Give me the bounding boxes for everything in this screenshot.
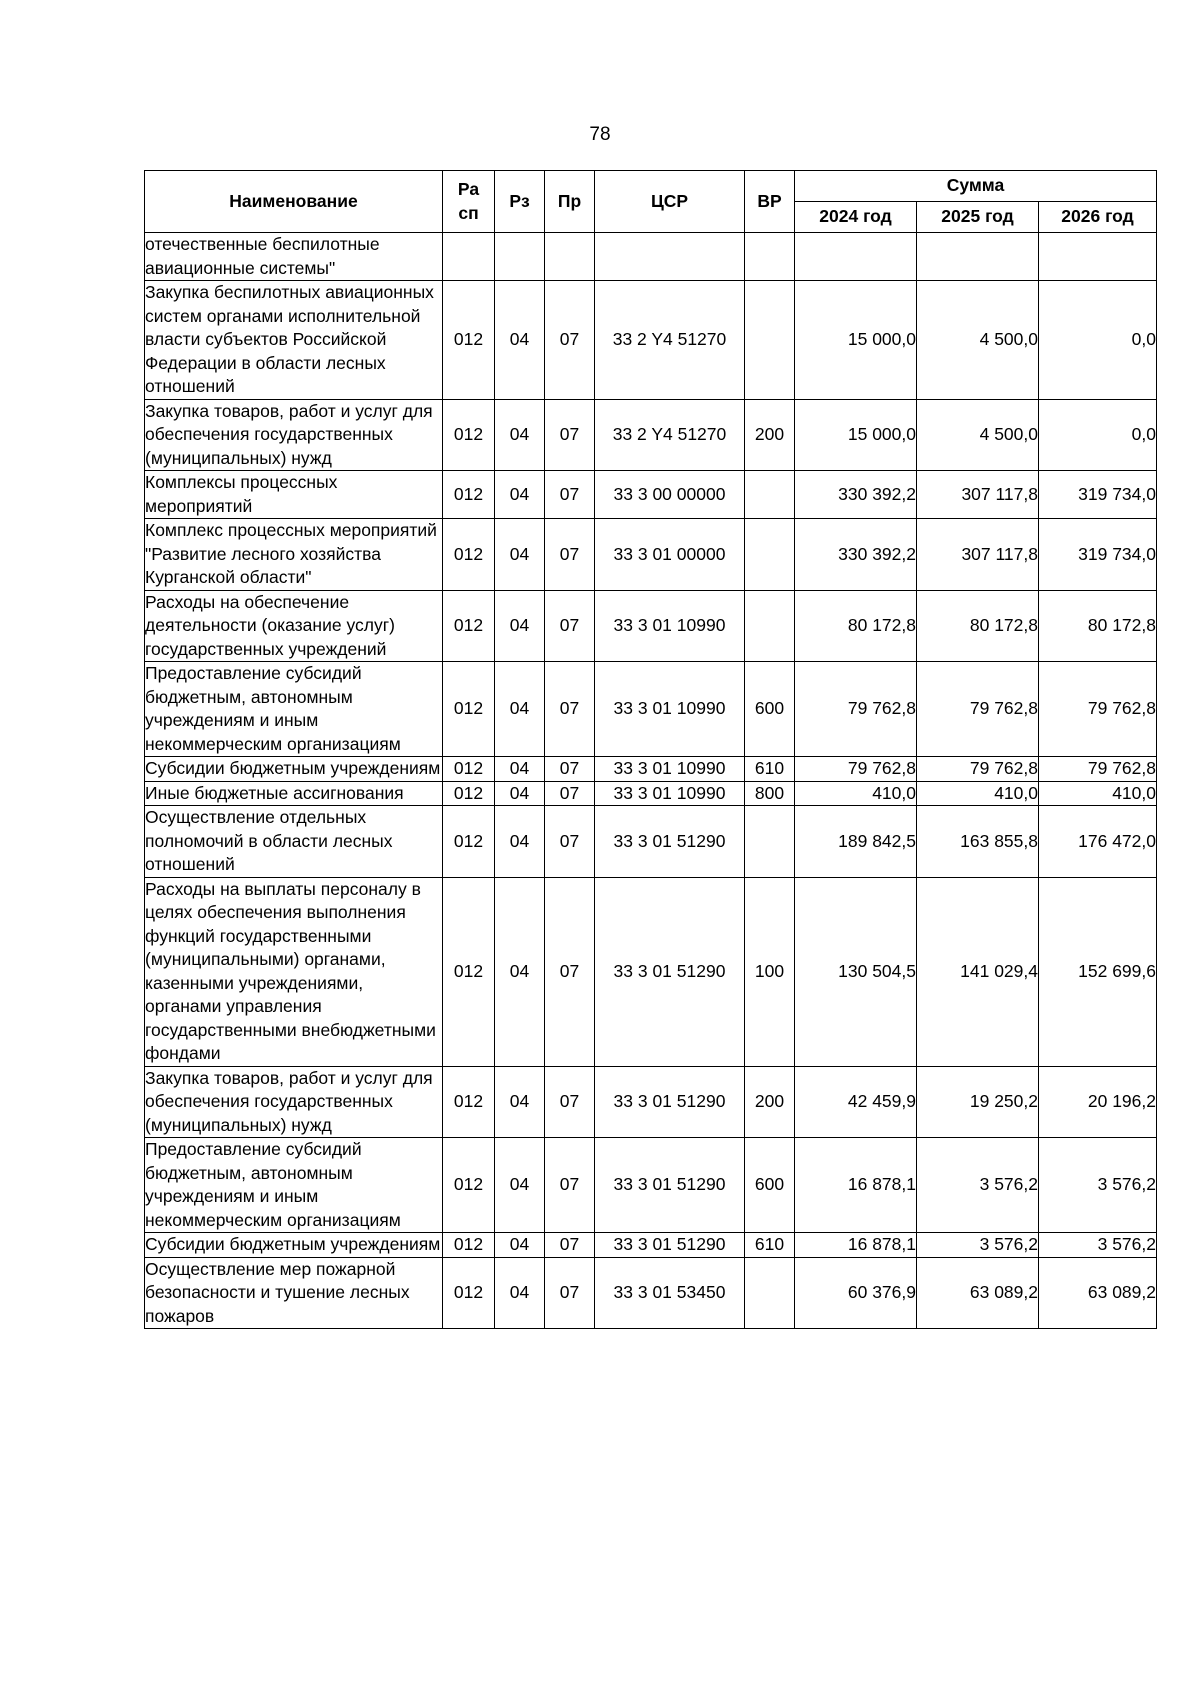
cell-2026: 79 762,8 bbox=[1039, 662, 1157, 757]
cell-2026: 80 172,8 bbox=[1039, 590, 1157, 662]
cell-2024: 130 504,5 bbox=[795, 877, 917, 1066]
cell-2026: 152 699,6 bbox=[1039, 877, 1157, 1066]
cell-2025: 4 500,0 bbox=[917, 399, 1039, 471]
cell-2026: 319 734,0 bbox=[1039, 471, 1157, 519]
header-pr: Пр bbox=[545, 171, 595, 233]
cell-rasp: 012 bbox=[443, 662, 495, 757]
cell-2025: 307 117,8 bbox=[917, 471, 1039, 519]
cell-2024: 15 000,0 bbox=[795, 399, 917, 471]
cell-2026: 3 576,2 bbox=[1039, 1233, 1157, 1258]
cell-rz: 04 bbox=[495, 399, 545, 471]
budget-table bbox=[144, 170, 1157, 1329]
header-2025: 2025 год bbox=[917, 202, 1039, 233]
cell-2024: 60 376,9 bbox=[795, 1257, 917, 1329]
table-row bbox=[145, 590, 1157, 662]
cell-2024: 189 842,5 bbox=[795, 806, 917, 878]
cell-name: Закупка товаров, работ и услуг для обеспечения государственных (муниципальных) нужд bbox=[145, 399, 443, 471]
cell-2024: 330 392,2 bbox=[795, 471, 917, 519]
cell-rz: 04 bbox=[495, 1138, 545, 1233]
cell-csr: 33 3 01 51290 bbox=[595, 806, 745, 878]
cell-rasp: 012 bbox=[443, 471, 495, 519]
table-row bbox=[145, 281, 1157, 400]
cell-vr bbox=[745, 233, 795, 281]
cell-name: Закупка беспилотных авиационных систем органами исполнительной власти субъектов Российской Федерации в области лесных отношений bbox=[145, 281, 443, 400]
cell-rasp: 012 bbox=[443, 1138, 495, 1233]
cell-2024 bbox=[795, 233, 917, 281]
cell-rz: 04 bbox=[495, 662, 545, 757]
cell-rasp: 012 bbox=[443, 781, 495, 806]
header-2024: 2024 год bbox=[795, 202, 917, 233]
table-row bbox=[145, 519, 1157, 591]
cell-name: Осуществление отдельных полномочий в области лесных отношений bbox=[145, 806, 443, 878]
cell-rz: 04 bbox=[495, 471, 545, 519]
header-name: Наименование bbox=[145, 171, 443, 233]
cell-2025: 3 576,2 bbox=[917, 1233, 1039, 1258]
cell-rz bbox=[495, 233, 545, 281]
cell-vr bbox=[745, 281, 795, 400]
cell-vr: 610 bbox=[745, 1233, 795, 1258]
cell-vr: 100 bbox=[745, 877, 795, 1066]
cell-2026: 319 734,0 bbox=[1039, 519, 1157, 591]
cell-rz: 04 bbox=[495, 281, 545, 400]
cell-rz: 04 bbox=[495, 590, 545, 662]
cell-2024: 16 878,1 bbox=[795, 1233, 917, 1258]
table-row bbox=[145, 1138, 1157, 1233]
cell-pr: 07 bbox=[545, 399, 595, 471]
cell-rasp: 012 bbox=[443, 590, 495, 662]
cell-name: Субсидии бюджетным учреждениям bbox=[145, 757, 443, 782]
cell-vr: 610 bbox=[745, 757, 795, 782]
cell-csr: 33 2 Y4 51270 bbox=[595, 399, 745, 471]
cell-name: Осуществление мер пожарной безопасности и тушение лесных пожаров bbox=[145, 1257, 443, 1329]
cell-pr: 07 bbox=[545, 471, 595, 519]
cell-2026 bbox=[1039, 233, 1157, 281]
cell-vr bbox=[745, 806, 795, 878]
cell-2026: 176 472,0 bbox=[1039, 806, 1157, 878]
cell-name: Расходы на обеспечение деятельности (оказание услуг) государственных учреждений bbox=[145, 590, 443, 662]
cell-2026: 20 196,2 bbox=[1039, 1066, 1157, 1138]
cell-rasp: 012 bbox=[443, 1257, 495, 1329]
cell-csr: 33 3 01 10990 bbox=[595, 590, 745, 662]
cell-2024: 79 762,8 bbox=[795, 662, 917, 757]
cell-pr: 07 bbox=[545, 281, 595, 400]
table-row bbox=[145, 757, 1157, 782]
cell-csr: 33 3 01 51290 bbox=[595, 1066, 745, 1138]
page-number: 78 bbox=[589, 124, 611, 145]
cell-rasp: 012 bbox=[443, 806, 495, 878]
cell-vr: 600 bbox=[745, 1138, 795, 1233]
cell-csr: 33 3 00 00000 bbox=[595, 471, 745, 519]
cell-2026: 79 762,8 bbox=[1039, 757, 1157, 782]
cell-2025: 19 250,2 bbox=[917, 1066, 1039, 1138]
cell-2026: 0,0 bbox=[1039, 281, 1157, 400]
cell-pr: 07 bbox=[545, 806, 595, 878]
table-row bbox=[145, 877, 1157, 1066]
cell-vr bbox=[745, 590, 795, 662]
cell-2025: 79 762,8 bbox=[917, 662, 1039, 757]
cell-rasp: 012 bbox=[443, 399, 495, 471]
header-csr: ЦСР bbox=[595, 171, 745, 233]
cell-2026: 3 576,2 bbox=[1039, 1138, 1157, 1233]
table-body bbox=[145, 233, 1157, 1329]
table-row bbox=[145, 1066, 1157, 1138]
cell-2025: 163 855,8 bbox=[917, 806, 1039, 878]
table-row bbox=[145, 1233, 1157, 1258]
table-row bbox=[145, 662, 1157, 757]
cell-rz: 04 bbox=[495, 519, 545, 591]
cell-pr: 07 bbox=[545, 1233, 595, 1258]
cell-2026: 0,0 bbox=[1039, 399, 1157, 471]
cell-vr bbox=[745, 519, 795, 591]
header-sum: Сумма bbox=[795, 171, 1157, 202]
cell-rasp: 012 bbox=[443, 281, 495, 400]
cell-2025: 141 029,4 bbox=[917, 877, 1039, 1066]
cell-vr bbox=[745, 471, 795, 519]
cell-rz: 04 bbox=[495, 806, 545, 878]
table-row bbox=[145, 1257, 1157, 1329]
cell-pr: 07 bbox=[545, 757, 595, 782]
cell-name: Субсидии бюджетным учреждениям bbox=[145, 1233, 443, 1258]
cell-csr: 33 3 01 10990 bbox=[595, 662, 745, 757]
cell-pr: 07 bbox=[545, 662, 595, 757]
cell-2024: 330 392,2 bbox=[795, 519, 917, 591]
cell-rasp: 012 bbox=[443, 1066, 495, 1138]
cell-rz: 04 bbox=[495, 1066, 545, 1138]
cell-vr: 200 bbox=[745, 1066, 795, 1138]
cell-name: Комплекс процессных мероприятий "Развитие лесного хозяйства Курганской области" bbox=[145, 519, 443, 591]
table-row bbox=[145, 399, 1157, 471]
cell-pr: 07 bbox=[545, 877, 595, 1066]
cell-rz: 04 bbox=[495, 877, 545, 1066]
cell-2025 bbox=[917, 233, 1039, 281]
cell-2025: 307 117,8 bbox=[917, 519, 1039, 591]
cell-csr: 33 3 01 00000 bbox=[595, 519, 745, 591]
cell-2024: 410,0 bbox=[795, 781, 917, 806]
cell-pr: 07 bbox=[545, 781, 595, 806]
cell-name: Расходы на выплаты персоналу в целях обеспечения выполнения функций государственными (муниципальными) органами, казенными учреждениями, органами управления государственными внебюджетными фондами bbox=[145, 877, 443, 1066]
header-rz: Рз bbox=[495, 171, 545, 233]
cell-csr bbox=[595, 233, 745, 281]
cell-vr: 600 bbox=[745, 662, 795, 757]
cell-2024: 79 762,8 bbox=[795, 757, 917, 782]
header-rasp-line1: Ра bbox=[457, 179, 480, 199]
cell-rasp bbox=[443, 233, 495, 281]
cell-vr: 200 bbox=[745, 399, 795, 471]
cell-csr: 33 3 01 10990 bbox=[595, 757, 745, 782]
cell-2024: 16 878,1 bbox=[795, 1138, 917, 1233]
cell-rasp: 012 bbox=[443, 757, 495, 782]
header-vr: ВР bbox=[745, 171, 795, 233]
table-row bbox=[145, 471, 1157, 519]
cell-pr: 07 bbox=[545, 1138, 595, 1233]
cell-2025: 80 172,8 bbox=[917, 590, 1039, 662]
cell-csr: 33 3 01 53450 bbox=[595, 1257, 745, 1329]
cell-csr: 33 3 01 51290 bbox=[595, 1233, 745, 1258]
cell-pr bbox=[545, 233, 595, 281]
cell-2025: 3 576,2 bbox=[917, 1138, 1039, 1233]
cell-2026: 63 089,2 bbox=[1039, 1257, 1157, 1329]
table-row bbox=[145, 806, 1157, 878]
cell-2024: 15 000,0 bbox=[795, 281, 917, 400]
cell-pr: 07 bbox=[545, 1257, 595, 1329]
cell-csr: 33 2 Y4 51270 bbox=[595, 281, 745, 400]
cell-rz: 04 bbox=[495, 757, 545, 782]
cell-name: Предоставление субсидий бюджетным, автономным учреждениям и иным некоммерческим организациям bbox=[145, 1138, 443, 1233]
cell-name: Закупка товаров, работ и услуг для обеспечения государственных (муниципальных) нужд bbox=[145, 1066, 443, 1138]
cell-rasp: 012 bbox=[443, 877, 495, 1066]
header-2026: 2026 год bbox=[1039, 202, 1157, 233]
table-header bbox=[145, 171, 1157, 233]
cell-rasp: 012 bbox=[443, 519, 495, 591]
cell-2024: 42 459,9 bbox=[795, 1066, 917, 1138]
cell-2025: 4 500,0 bbox=[917, 281, 1039, 400]
cell-pr: 07 bbox=[545, 1066, 595, 1138]
cell-name: Комплексы процессных мероприятий bbox=[145, 471, 443, 519]
cell-2024: 80 172,8 bbox=[795, 590, 917, 662]
cell-vr bbox=[745, 1257, 795, 1329]
header-rasp-line2: сп bbox=[458, 202, 479, 223]
cell-name: Предоставление субсидий бюджетным, автономным учреждениям и иным некоммерческим организациям bbox=[145, 662, 443, 757]
cell-rasp: 012 bbox=[443, 1233, 495, 1258]
header-rasp bbox=[443, 171, 495, 233]
cell-name: отечественные беспилотные авиационные системы" bbox=[145, 233, 443, 281]
cell-rz: 04 bbox=[495, 1233, 545, 1258]
table-row bbox=[145, 781, 1157, 806]
cell-2026: 410,0 bbox=[1039, 781, 1157, 806]
cell-csr: 33 3 01 51290 bbox=[595, 1138, 745, 1233]
cell-rz: 04 bbox=[495, 1257, 545, 1329]
cell-name: Иные бюджетные ассигнования bbox=[145, 781, 443, 806]
cell-rz: 04 bbox=[495, 781, 545, 806]
cell-2025: 410,0 bbox=[917, 781, 1039, 806]
cell-vr: 800 bbox=[745, 781, 795, 806]
table-row bbox=[145, 233, 1157, 281]
cell-2025: 63 089,2 bbox=[917, 1257, 1039, 1329]
cell-pr: 07 bbox=[545, 590, 595, 662]
cell-csr: 33 3 01 51290 bbox=[595, 877, 745, 1066]
cell-csr: 33 3 01 10990 bbox=[595, 781, 745, 806]
cell-2025: 79 762,8 bbox=[917, 757, 1039, 782]
cell-pr: 07 bbox=[545, 519, 595, 591]
